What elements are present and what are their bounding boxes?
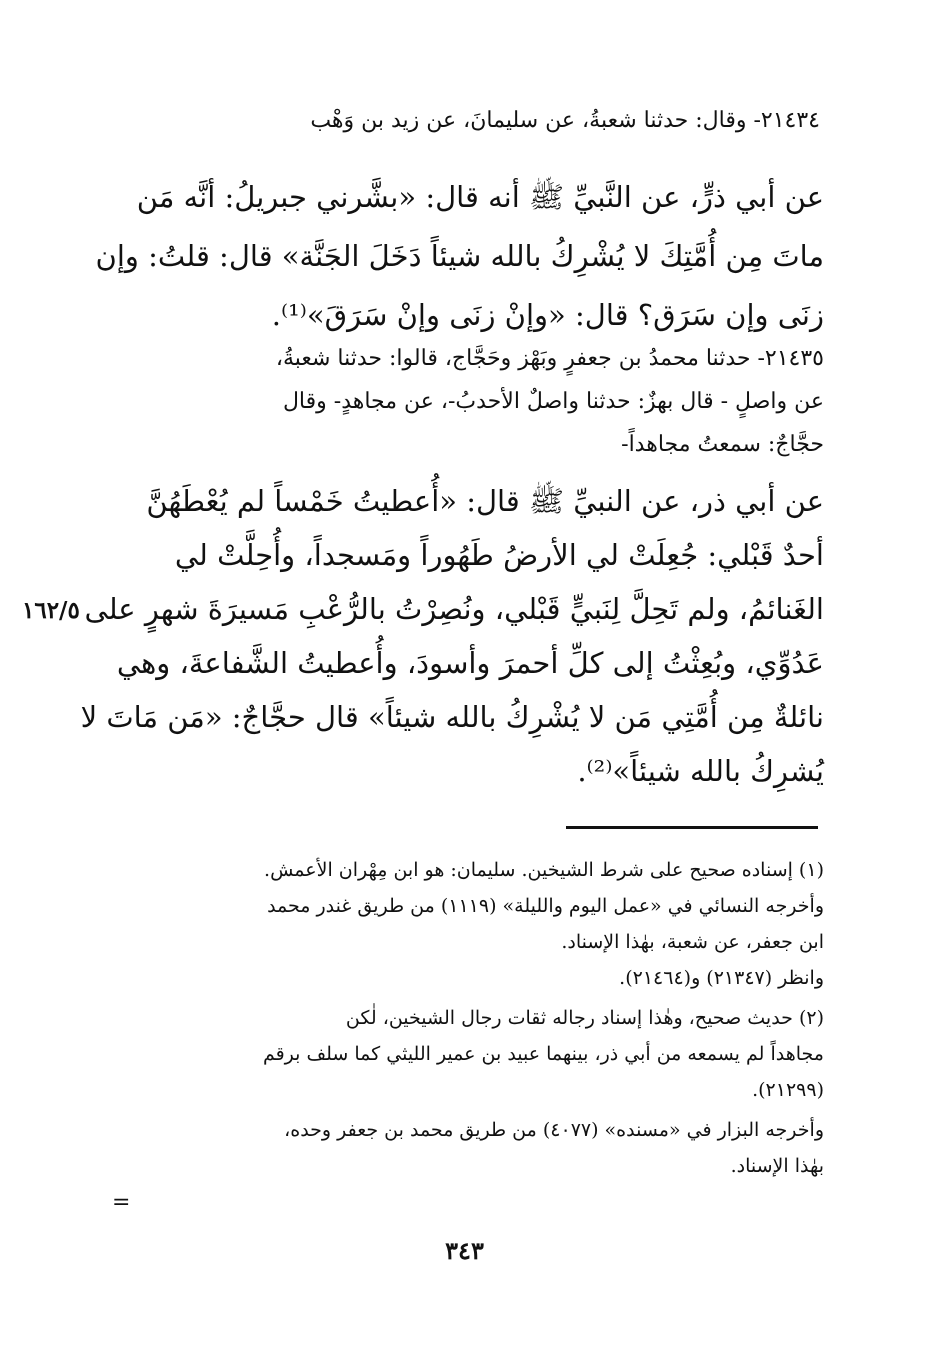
footnote-2 — [112, 1000, 824, 1108]
hadith-2-line-6: يُشرِكُ بالله شيئاً»⁽²⁾. — [577, 754, 824, 788]
hadith-2-header-line-2: عن واصلٍ - قال بهزٌ: حدثنا واصلٌ الأحدبُ-، عن مجاهدٍ- وقال — [282, 389, 824, 414]
hadith-2-header-line-3: حجَّاجٌ: سمعتُ مجاهداً- — [621, 432, 824, 457]
hadith-2-line-2: أحدٌ قَبْلي: جُعِلَتْ لي الأرضُ طَهُوراً ومَسجداً، وأُحِلَّتْ لي — [174, 538, 824, 572]
margin-volume-page-reference: ١٦٢/٥ — [22, 597, 80, 624]
hadith-2-line-5: نائلةٌ مِن أُمَّتِي مَن لا يُشْرِكُ بالله شيئاً» قال حجَّاجٌ: «مَن مَاتَ لا — [80, 700, 824, 734]
hadith-2-line-1: عن أبي ذر، عن النبيِّ ﷺ قال: «أُعطيتُ خَمْساً لم يُعْطَهُنَّ — [146, 484, 824, 518]
footnote-2-line-3: (٢١٢٩٩). — [752, 1079, 824, 1101]
hadith-1-header-line: ٢١٤٣٤- وقال: حدثنا شعبةُ، عن سليمانَ، عن زيد بن وَهْب — [310, 108, 820, 133]
footnote-3-line-2: بهٰذا الإسناد. — [730, 1155, 824, 1177]
hadith-2-text — [80, 474, 824, 798]
footnotes — [112, 852, 824, 1188]
footnote-2-continued — [112, 1112, 824, 1184]
footnote-1-line-1: (١) إسناده صحيح على شرط الشيخين. سليمان: هو ابن مِهْران الأعمش. — [264, 859, 824, 881]
hadith-1-text — [95, 168, 824, 345]
hadith-1-line-3: زنَى وإن سَرَق؟ قال: «وإنْ زنَى وإنْ سَرَقَ»⁽¹⁾. — [271, 298, 824, 332]
hadith-1-line-1: عن أبي ذرٍّ، عن النَّبيِّ ﷺ أنه قال: «بشَّرني جبريلُ: أنَّه مَن — [136, 180, 824, 214]
hadith-2-line-3: الغَنائمُ، ولم تَحِلَّ لِنَبيٍّ قَبْلي، ونُصِرْتُ بالرُّعْبِ مَسيرَةَ شهرٍ على — [84, 592, 824, 626]
footnote-2-line-2: مجاهداً لم يسمعه من أبي ذر، بينهما عبيد بن عمير الليثي كما سلف برقم — [262, 1043, 824, 1065]
footnote-separator — [566, 826, 818, 829]
hadith-1-header — [120, 104, 820, 138]
hadith-1-line-2: ماتَ مِن أُمَّتِكَ لا يُشْرِكُ بالله شيئاً دَخَلَ الجَنَّة» قال: قلتُ: وإن — [95, 239, 824, 273]
footnote-1-line-3: ابن جعفر، عن شعبة، بهٰذا الإسناد. — [561, 931, 824, 953]
footnote-1 — [112, 852, 824, 996]
hadith-2-line-4: عَدُوِّي، وبُعِثْتُ إلى كلِّ أحمرَ وأسودَ، وأُعطيتُ الشَّفاعةَ، وهي — [116, 646, 824, 680]
hadith-2-header — [112, 337, 824, 466]
page-number: ٣٤٣ — [445, 1236, 484, 1265]
continuation-mark: = — [112, 1190, 131, 1215]
hadith-2-header-line-1: ٢١٤٣٥- حدثنا محمدُ بن جعفرٍ وبَهْز وحَجَّاج، قالوا: حدثنا شعبةُ، — [275, 346, 824, 371]
footnote-3-line-1: وأخرجه البزار في «مسنده» (٤٠٧٧) من طريق محمد بن جعفر وحده، — [284, 1119, 824, 1141]
footnote-1-line-4: وانظر (٢١٣٤٧) و(٢١٤٦٤). — [619, 967, 824, 989]
footnote-2-line-1: (٢) حديث صحيح، وهٰذا إسناد رجاله ثقات رجال الشيخين، لٰكن — [345, 1007, 824, 1029]
footnote-1-line-2: وأخرجه النسائي في «عمل اليوم والليلة» (١١١٩) من طريق غندر محمد — [267, 895, 824, 917]
